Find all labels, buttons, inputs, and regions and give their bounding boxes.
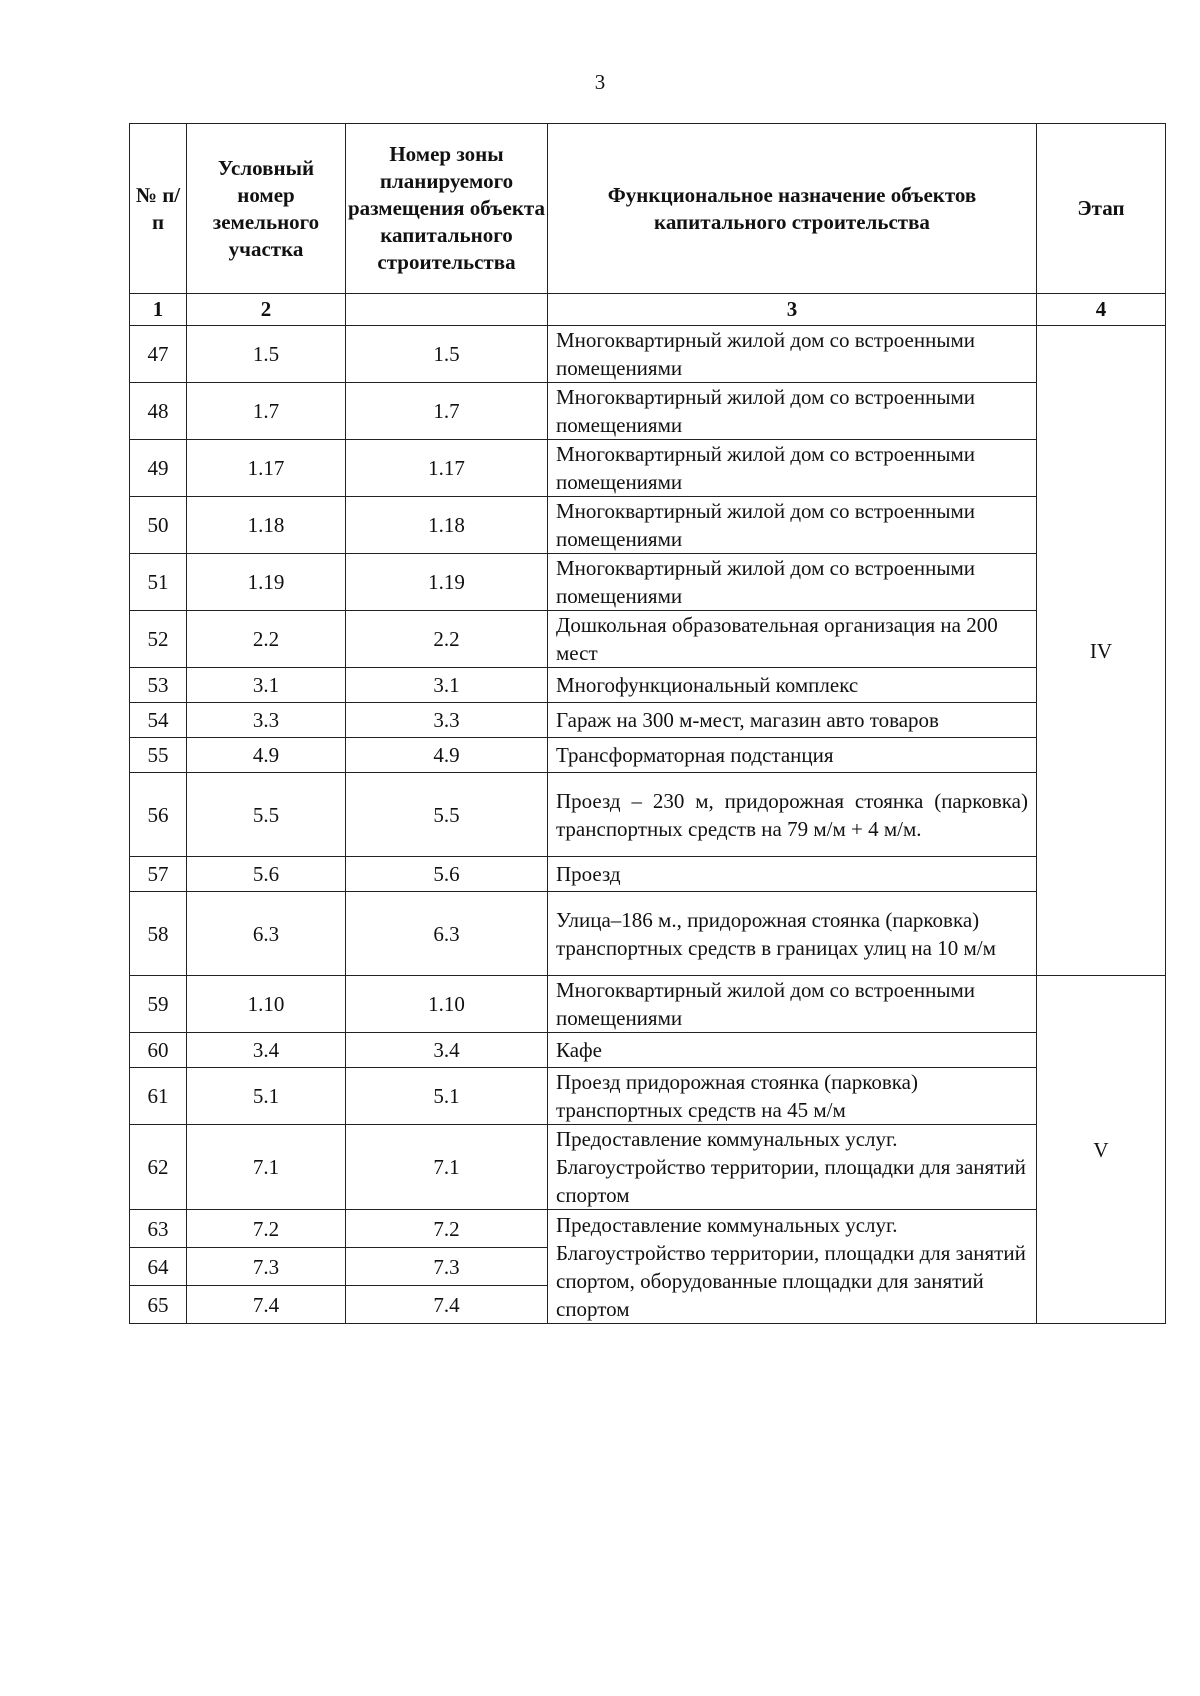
row-number: 60 [130,1033,187,1068]
row-number: 59 [130,976,187,1033]
header-num: № п/п [130,124,187,294]
table-row [130,857,1166,892]
row-number: 47 [130,326,187,383]
object-purpose: Многоквартирный жилой дом со встроенными помещениями [548,554,1037,611]
row-number: 53 [130,668,187,703]
col-number: 3 [548,294,1037,326]
object-purpose: Проезд – 230 м, придорожная стоянка (парковка) транспортных средств на 79 м/м + 4 м/м. [548,773,1037,857]
stage-cell: IV [1037,326,1166,976]
plot-number: 3.3 [187,703,346,738]
col-number [346,294,548,326]
object-purpose: Многоквартирный жилой дом со встроенными помещениями [548,383,1037,440]
object-purpose: Трансформаторная подстанция [548,738,1037,773]
zone-number: 7.4 [346,1286,548,1324]
plot-number: 3.4 [187,1033,346,1068]
zone-number: 7.1 [346,1125,548,1210]
plot-number: 1.5 [187,326,346,383]
zone-number: 1.7 [346,383,548,440]
row-number: 54 [130,703,187,738]
row-number: 56 [130,773,187,857]
object-purpose: Проезд [548,857,1037,892]
zone-number: 2.2 [346,611,548,668]
row-number: 58 [130,892,187,976]
table-row [130,611,1166,668]
plot-number: 7.3 [187,1248,346,1286]
plot-number: 7.4 [187,1286,346,1324]
zone-number: 7.3 [346,1248,548,1286]
table-row [130,892,1166,976]
object-purpose: Многоквартирный жилой дом со встроенными помещениями [548,326,1037,383]
table-row [130,1033,1166,1068]
zone-number: 1.18 [346,497,548,554]
table-row [130,383,1166,440]
row-number: 57 [130,857,187,892]
row-number: 55 [130,738,187,773]
table-row [130,1125,1166,1210]
table-row [130,1068,1166,1125]
object-purpose: Многоквартирный жилой дом со встроенными помещениями [548,976,1037,1033]
col-number: 2 [187,294,346,326]
object-purpose: Многоквартирный жилой дом со встроенными помещениями [548,497,1037,554]
row-number: 51 [130,554,187,611]
object-purpose: Кафе [548,1033,1037,1068]
col-number: 4 [1037,294,1166,326]
row-number: 64 [130,1248,187,1286]
object-purpose: Проезд придорожная стоянка (парковка) транспортных средств на 45 м/м [548,1068,1037,1125]
page-number: 3 [594,70,606,94]
table-row [130,326,1166,383]
zone-number: 5.6 [346,857,548,892]
row-number: 52 [130,611,187,668]
plot-number: 5.6 [187,857,346,892]
row-number: 50 [130,497,187,554]
col-number: 1 [130,294,187,326]
zone-number: 1.19 [346,554,548,611]
zone-number: 6.3 [346,892,548,976]
construction-objects-table [129,123,1166,1324]
row-number: 61 [130,1068,187,1125]
plot-number: 1.7 [187,383,346,440]
zone-number: 3.3 [346,703,548,738]
plot-number: 5.1 [187,1068,346,1125]
zone-number: 5.5 [346,773,548,857]
zone-number: 7.2 [346,1210,548,1248]
header-plot: Условный номер земельного участка [187,124,346,294]
plot-number: 7.1 [187,1125,346,1210]
row-number: 65 [130,1286,187,1324]
plot-number: 1.17 [187,440,346,497]
stage-cell: V [1037,976,1166,1324]
table-row [130,976,1166,1033]
object-purpose: Многофункциональный комплекс [548,668,1037,703]
plot-number: 1.18 [187,497,346,554]
object-purpose: Предоставление коммунальных услуг. Благоустройство территории, площадки для занятий спортом [548,1125,1037,1210]
object-purpose: Дошкольная образовательная организация на 200 мест [548,611,1037,668]
table-row [130,554,1166,611]
plot-number: 6.3 [187,892,346,976]
object-purpose: Многоквартирный жилой дом со встроенными помещениями [548,440,1037,497]
table-row [130,497,1166,554]
zone-number: 3.4 [346,1033,548,1068]
plot-number: 1.19 [187,554,346,611]
header-zone: Номер зоны планируемого размещения объекта капитального строительства [346,124,548,294]
plot-number: 7.2 [187,1210,346,1248]
plot-number: 5.5 [187,773,346,857]
table-row [130,703,1166,738]
row-number: 62 [130,1125,187,1210]
plot-number: 1.10 [187,976,346,1033]
table-row [130,440,1166,497]
zone-number: 1.17 [346,440,548,497]
zone-number: 1.5 [346,326,548,383]
header-stage: Этап [1037,124,1166,294]
object-purpose: Гараж на 300 м-мест, магазин авто товаров [548,703,1037,738]
plot-number: 3.1 [187,668,346,703]
table-row [130,668,1166,703]
object-purpose: Предоставление коммунальных услуг. Благоустройство территории, площадки для занятий спортом, оборудованные площадки для занятий спортом [548,1210,1037,1324]
table-row [130,773,1166,857]
row-number: 63 [130,1210,187,1248]
zone-number: 5.1 [346,1068,548,1125]
table-row [130,1210,1166,1248]
table-row [130,738,1166,773]
zone-number: 1.10 [346,976,548,1033]
header-purpose: Функциональное назначение объектов капитального строительства [548,124,1037,294]
plot-number: 2.2 [187,611,346,668]
zone-number: 3.1 [346,668,548,703]
row-number: 49 [130,440,187,497]
plot-number: 4.9 [187,738,346,773]
object-purpose: Улица–186 м., придорожная стоянка (парковка) транспортных средств в границах улиц на 10 м/м [548,892,1037,976]
zone-number: 4.9 [346,738,548,773]
row-number: 48 [130,383,187,440]
table-header-row [130,124,1166,294]
column-number-row [130,294,1166,326]
